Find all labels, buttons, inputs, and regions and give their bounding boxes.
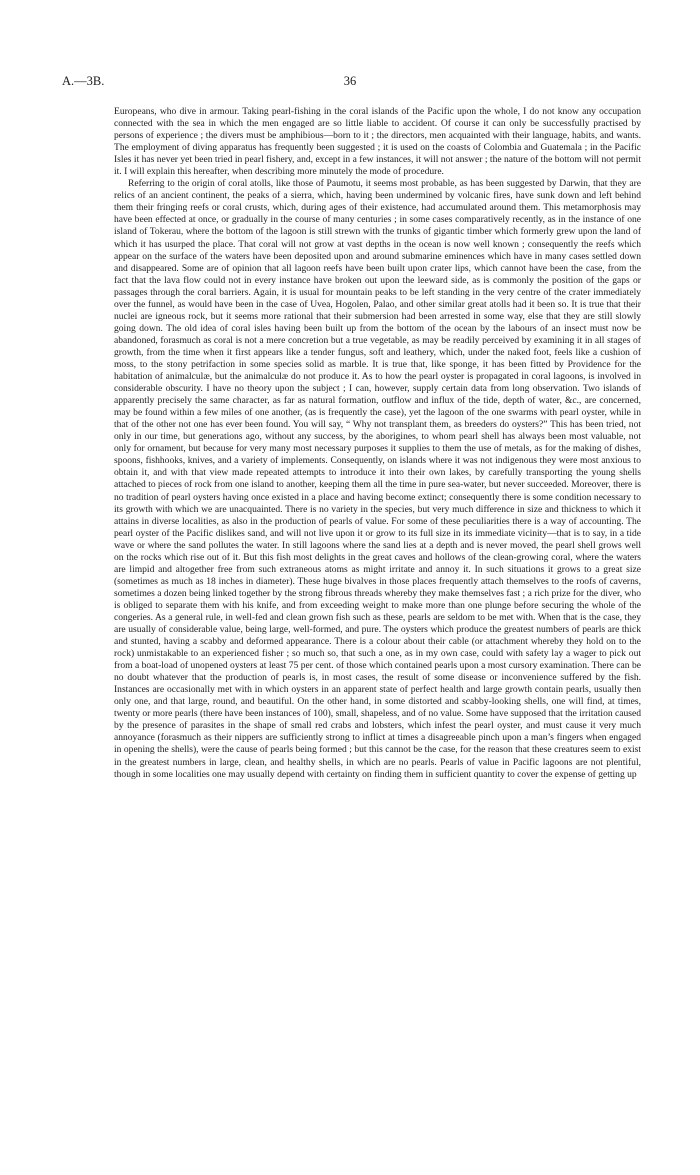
paragraph: Referring to the origin of coral atolls, like those of Paumotu, it seems most probable, as has been suggested by Darwin, that they are relics of an ancient continent, the peaks of a sierra, which, having been undermined by volcanic fires, have sunk down and left behind them their fringing reefs or coral crusts, which, during ages of their existence, had accumulated around them. This metamorphosis may have been effected at once, or gradually in the course of many centuries ; in some cases comparatively recently, as in the instance of one island of Tokerau, where the bottom of the lagoon is still strewn with the trunks of gigantic timber which formerly grew upon the land of which it has usurped the place. That coral will not grow at vast depths in the ocean is now well known ; consequently the reefs which appear on the surface of the waters have been deposited upon and around submarine eminences which have in many cases settled down and disappeared. Some are of opinion that all lagoon reefs have been built upon crater lips, which cannot have been the case, from the fact that the lava flow could not in every instance have broken out upon the leeward side, as is commonly the position of the gaps or passages through the coral barriers. Again, it is usual for mountain peaks to be left standing in the very centre of the crater immediately over the funnel, as would have been in the case of Uvea, Hogolen, Palao, and other similar great atolls had it been so. It is true that their nuclei are igneous rock, but it seems more rational that their submersion had been arrested in some way, else that they are still slowly going down. The old idea of coral isles having been built up from the bottom of the ocean by the labours of an insect must now be abandoned, forasmuch as coral is not a mere concretion but a true vegetable, as may be readily perceived by examining it in all stages of growth, from the time when it first appears like a tender fungus, soft and leathery, which, under the naked foot, feels like a cushion of moss, to the stony petrifaction in some species solid as marble. It is true that, like sponge, it has been fitted by Providence for the habitation of animalculæ, but the animalculæ do not produce it. As to how the pearl oyster is propagated in coral lagoons, is involved in considerable obscurity. I have no theory upon the subject ; I can, however, supply certain data from long observation. Two islands of apparently precisely the same character, as far as natural formation, outflow and influx of the tide, depth of water, &c., are concerned, may be found within a few miles of one another, (as is frequently the case), yet the lagoon of the one swarms with pearl oyster, while in that of the other not one has ever been found. You will say, “ Why not transplant them, as breeders do oysters?” This has been tried, not only in our time, but generations ago, without any success, by the aborigines, to whom pearl shell has always been most valuable, not only for ornament, but because for very many most necessary purposes it supplies to them the use of metals, as for the making of dishes, spoons, fishhooks, knives, and a variety of implements. Consequently, on islands where it was not indigenous they were most anxious to obtain it, and with that view made repeated attempts to introduce it into their own lakes, by carefully transporting the young shells attached to pieces of rock from one island to another, keeping them all the time in pure sea-water, but never succeeded. Moreover, there is no tradition of pearl oysters having once existed in a place and having become extinct; consequently there is some condition necessary to its growth with which we are unacquainted. There is no variety in the species, but very much difference in size and thickness to which it attains in diverse localities, as also in the production of pearls of value. For some of these peculiarities there is a way of accounting. The pearl oyster of the Pacific dislikes sand, and will not live upon it or grow to its full size in its immediate vicinity—that is to say, in a tide wave or where the sand pollutes the water. In still lagoons where the sand lies at a depth and is never moved, the pearl shell grows well on the rocks which rise out of it. But this fish most delights in the great caves and hollows of the clean-growing coral, where the waters are limpid and altogether free from such extraneous atoms as might irritate and annoy it. In such situations it grows to a great size (sometimes as much as 18 inches in diameter). These huge bivalves in those places frequently attach themselves to the roofs of caverns, sometimes a dozen being linked together by the strong fibrous threads whereby they make themselves fast ; a rich prize for the diver, who is obliged to separate them with his knife, and from exceeding weight to make more than one plunge before securing the whole of the congeries. As a general rule, in well-fed and clean grown fish such as these, pearls are seldom to be met with. When that is the case, they are usually of considerable value, being large, well-formed, and pure. The oysters which produce the greatest numbers of pearls are thick and stunted, having a scabby and deformed appearance. There is a colour about their cable (or attachment whereby they hold on to the rock) unmistakable to an experienced fisher ; so much so, that such a one, as in my own case, could with safety lay a wager to pick out from a boat-load of unopened oysters at least 75 per cent. of those which contained pearls upon a most cursory examination. There can be no doubt whatever that the production of pearls is, in most cases, the result of some disease or inconvenience suffered by the fish. Instances are occasionally met with in which oysters in an apparent state of perfect health and large growth contain pearls, usually then only one, and that large, round, and beautiful. On the other hand, in some distorted and scabby-looking shells, one will find, at times, twenty or more pearls (there have been instances of 100), small, shapeless, and of no value. Some have supposed that the irritation caused by the presence of parasites in the shape of small red crabs and lobsters, which infest the pearl oyster, and must cause it very much annoyance (forasmuch as their nippers are sufficiently strong to inflict at times a disagreeable pinch upon a man’s fingers when engaged in opening the shells), were the cause of pearls being formed ; but this cannot be the case, for the reason that these creatures seem to exist in the greatest numbers in large, clean, and healthy shells, in which are no pearls. Pearls of value in Pacific lagoons are not plentiful, though in some localities one may usually depend with certainty on finding them in sufficient quantity to cover the expense of getting up	[114, 178, 641, 780]
page-header	[62, 74, 638, 90]
document-reference: A.—3B.	[62, 74, 105, 88]
page-number: 36	[343, 74, 357, 88]
paragraph: Europeans, who dive in armour. Taking pearl-fishing in the coral islands of the Pacific upon the whole, I do not know any occupation connected with the sea in which the men engaged are so little liable to accident. Of course it can only be successfully practised by persons of experience ; the divers must be amphibious—born to it ; the directors, men acquainted with their language, habits, and wants. The employment of diving apparatus has frequently been suggested ; it is used on the coasts of Colombia and Guatemala ; in the Pacific Isles it has never yet been tried in pearl fishery, and, except in a few instances, it will not answer ; the nature of the bottom will not permit it. I will explain this hereafter, when describing more minutely the mode of procedure.	[114, 106, 641, 178]
body-text	[114, 106, 641, 781]
